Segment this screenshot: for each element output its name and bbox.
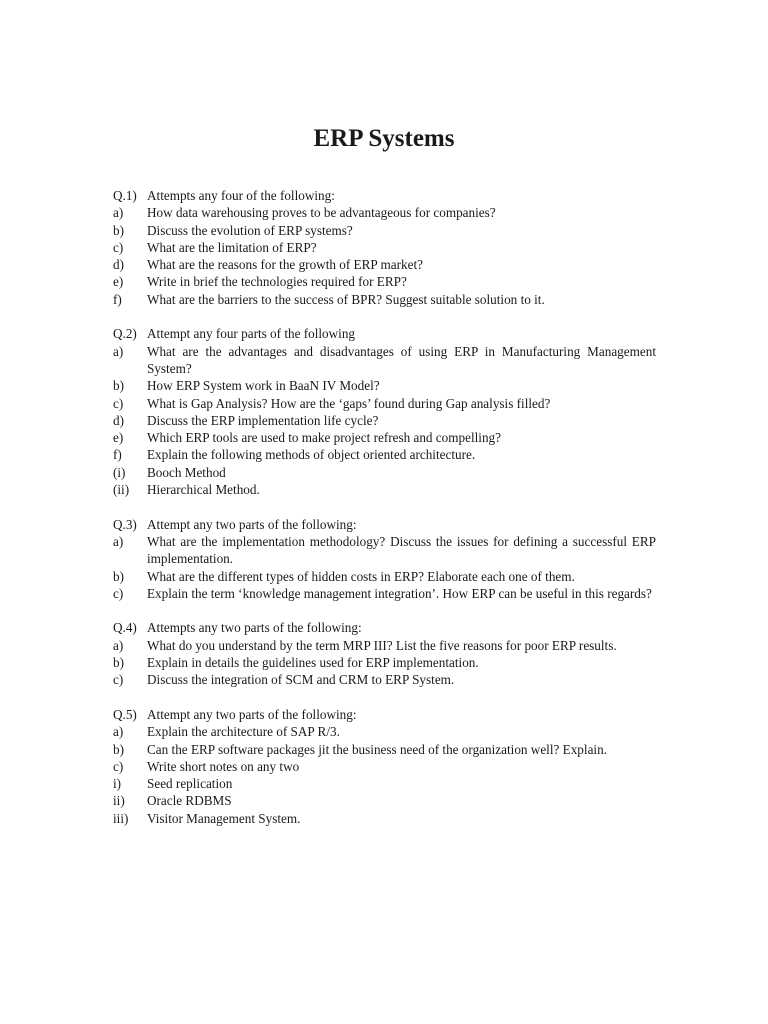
page-title: ERP Systems — [313, 125, 455, 152]
question-item — [113, 395, 656, 412]
question-heading — [113, 187, 656, 204]
item-label: b) — [113, 222, 124, 238]
item-label: e) — [113, 274, 124, 290]
question-list — [113, 187, 656, 844]
item-label: d) — [113, 412, 124, 428]
item-label: c) — [113, 672, 124, 688]
item-label: b) — [113, 655, 124, 671]
question-block — [113, 187, 656, 308]
item-label: c) — [113, 585, 124, 601]
question-block — [113, 516, 656, 602]
question-instruction: Attempt any four parts of the following — [147, 326, 356, 342]
question-number: Q.1) — [113, 188, 137, 203]
question-item — [113, 741, 656, 758]
item-label: (i) — [113, 464, 126, 480]
item-text: Visitor Management System. — [147, 810, 301, 826]
question-item — [113, 758, 656, 775]
item-text: Explain the term ‘knowledge management integration’. How ERP can be useful in this regards? — [147, 585, 652, 601]
item-label: c) — [113, 239, 124, 255]
question-block — [113, 619, 656, 688]
item-label: a) — [113, 637, 124, 653]
item-text: What are the limitation of ERP? — [147, 239, 317, 255]
question-item — [113, 775, 656, 792]
item-label: d) — [113, 257, 124, 273]
question-item — [113, 654, 656, 671]
question-instruction: Attempts any two parts of the following: — [147, 620, 362, 636]
item-label: e) — [113, 430, 124, 446]
question-item — [113, 723, 656, 740]
question-instruction: Attempts any four of the following: — [147, 188, 335, 203]
item-text: Discuss the ERP implementation life cycle? — [147, 412, 379, 428]
item-label: i) — [113, 776, 122, 792]
question-number: Q.2) — [113, 326, 137, 342]
question-item — [113, 810, 656, 827]
item-text: What do you understand by the term MRP III? List the five reasons for poor ERP results. — [147, 637, 617, 653]
question-item — [113, 377, 656, 394]
item-text: What are the advantages and disadvantages of using ERP in Manufacturing Management System? — [147, 343, 656, 376]
question-instruction: Attempt any two parts of the following: — [147, 516, 357, 532]
item-text: What is Gap Analysis? How are the ‘gaps’ found during Gap analysis filled? — [147, 395, 551, 411]
item-text: Discuss the evolution of ERP systems? — [147, 222, 353, 238]
item-text: Discuss the integration of SCM and CRM to ERP System. — [147, 672, 455, 688]
question-item — [113, 429, 656, 446]
item-text: Oracle RDBMS — [147, 793, 232, 809]
item-text: Hierarchical Method. — [147, 482, 260, 498]
question-item — [113, 204, 656, 221]
question-item — [113, 568, 656, 585]
question-item — [113, 637, 656, 654]
item-label: a) — [113, 343, 124, 359]
item-text: Explain in details the guidelines used for ERP implementation. — [147, 655, 479, 671]
item-label: c) — [113, 758, 124, 774]
question-item — [113, 239, 656, 256]
item-text: Seed replication — [147, 776, 233, 792]
question-item — [113, 343, 656, 378]
item-label: b) — [113, 568, 124, 584]
question-item — [113, 291, 656, 308]
question-item — [113, 446, 656, 463]
item-label: c) — [113, 395, 124, 411]
item-text: How ERP System work in BaaN IV Model? — [147, 378, 380, 394]
question-item — [113, 792, 656, 809]
question-item — [113, 256, 656, 273]
item-text: Explain the following methods of object oriented architecture. — [147, 447, 476, 463]
question-item — [113, 671, 656, 688]
item-label: b) — [113, 378, 124, 394]
item-label: a) — [113, 724, 124, 740]
question-item — [113, 585, 656, 602]
question-number: Q.5) — [113, 706, 137, 722]
item-text: How data warehousing proves to be advantageous for companies? — [147, 205, 496, 221]
question-instruction: Attempt any two parts of the following: — [147, 706, 357, 722]
item-label: ii) — [113, 793, 125, 809]
question-heading — [113, 619, 656, 636]
question-number: Q.3) — [113, 516, 137, 532]
item-label: f) — [113, 291, 122, 307]
item-label: (ii) — [113, 482, 130, 498]
question-item — [113, 533, 656, 568]
question-block — [113, 325, 656, 498]
item-label: f) — [113, 447, 122, 463]
question-item — [113, 481, 656, 498]
question-number: Q.4) — [113, 620, 137, 636]
item-label: b) — [113, 741, 124, 757]
item-text: Can the ERP software packages jit the business need of the organization well? Explain. — [147, 741, 607, 757]
item-label: iii) — [113, 810, 129, 826]
question-heading — [113, 706, 656, 723]
item-text: What are the implementation methodology? Discuss the issues for defining a successful ERP implementation. — [147, 533, 656, 567]
question-item — [113, 222, 656, 239]
item-text: Write short notes on any two — [147, 758, 300, 774]
item-text: What are the reasons for the growth of ERP market? — [147, 257, 423, 273]
item-label: a) — [113, 205, 124, 221]
item-text: Booch Method — [147, 464, 226, 480]
item-text: What are the barriers to the success of BPR? Suggest suitable solution to it. — [147, 291, 545, 307]
item-text: Which ERP tools are used to make project refresh and compelling? — [147, 430, 501, 446]
item-text: Write in brief the technologies required for ERP? — [147, 274, 407, 290]
item-label: a) — [113, 533, 124, 549]
question-item — [113, 464, 656, 481]
item-text: Explain the architecture of SAP R/3. — [147, 724, 340, 740]
question-block — [113, 706, 656, 827]
question-heading — [113, 516, 656, 533]
question-item — [113, 273, 656, 290]
question-item — [113, 412, 656, 429]
question-heading — [113, 325, 656, 342]
item-text: What are the different types of hidden costs in ERP? Elaborate each one of them. — [147, 568, 575, 584]
